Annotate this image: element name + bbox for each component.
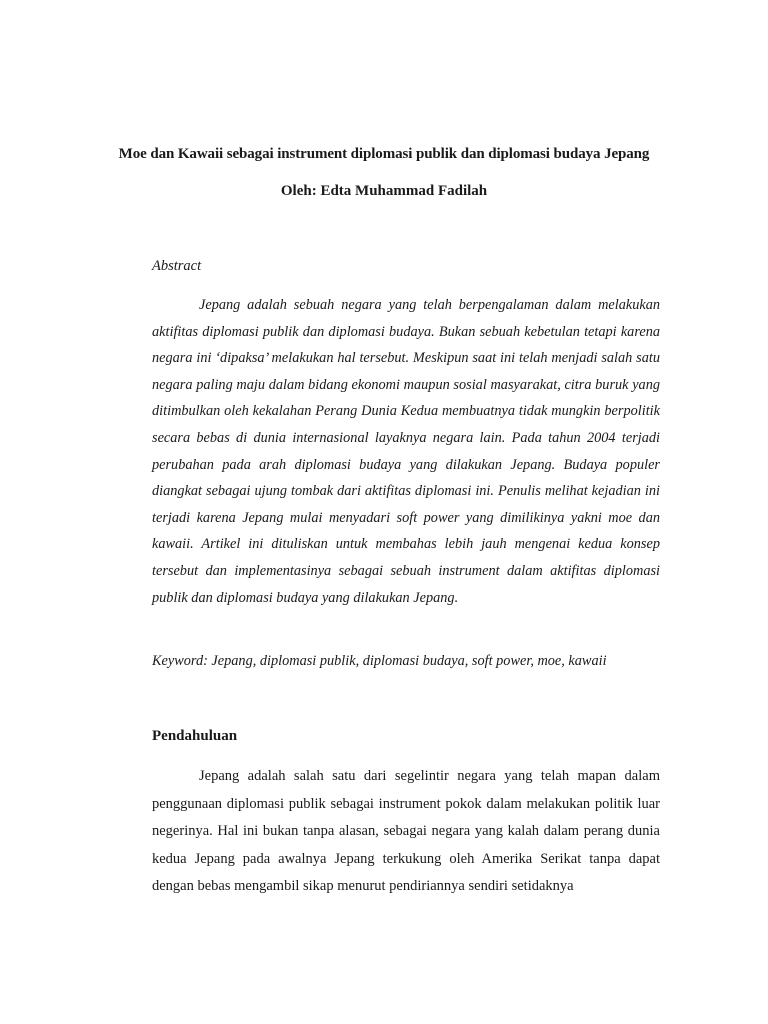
- abstract-keywords: Keyword: Jepang, diplomasi publik, diplomasi budaya, soft power, moe, kawaii: [152, 653, 607, 669]
- introduction-body: Jepang adalah salah satu dari segelintir negara yang telah mapan dalam penggunaan diplomasi publik sebagai instrument pokok dalam melakukan politik luar negerinya. Hal ini bukan tanpa alasan, sebagai negara yang kalah dalam perang dunia kedua Jepang pada awalnya Jepang terkukung oleh Amerika Serikat tanpa dapat dengan bebas mengambil sikap menurut pendiriannya sendiri setidaknya: [152, 768, 660, 895]
- introduction-heading: Pendahuluan: [152, 728, 238, 744]
- document-author: Oleh: Edta Muhammad Fadilah: [280, 183, 488, 199]
- abstract-body: Jepang adalah sebuah negara yang telah berpengalaman dalam melakukan aktifitas diplomasi publik dan diplomasi budaya. Bukan sebuah kebetulan tetapi karena negara ini ‘dipaksa’ melakukan hal tersebut. Meskipun saat ini telah menjadi salah satu negara paling maju dalam bidang ekonomi maupun sosial masyarakat, citra buruk yang ditimbulkan oleh kekalahan Perang Dunia Kedua membuatnya tidak mungkin berpolitik secara bebas di dunia internasional layaknya negara lain. Pada tahun 2004 terjadi perubahan pada arah diplomasi budaya yang dilakukan Jepang. Budaya populer diangkat sebagai ujung tombak dari aktifitas diplomasi ini. Penulis melihat kejadian ini terjadi karena Jepang mulai menyadari soft power yang dimilikinya yakni moe dan kawaii. Artikel ini dituliskan untuk membahas lebih jauh mengenai kedua konsep tersebut dan implementasinya sebagai sebuah instrument dalam aktifitas diplomasi publik dan diplomasi budaya yang dilakukan Jepang.: [152, 297, 660, 606]
- document-title: Moe dan Kawaii sebagai instrument diplomasi publik dan diplomasi budaya Jepang: [118, 146, 650, 162]
- abstract-heading: Abstract: [152, 258, 202, 274]
